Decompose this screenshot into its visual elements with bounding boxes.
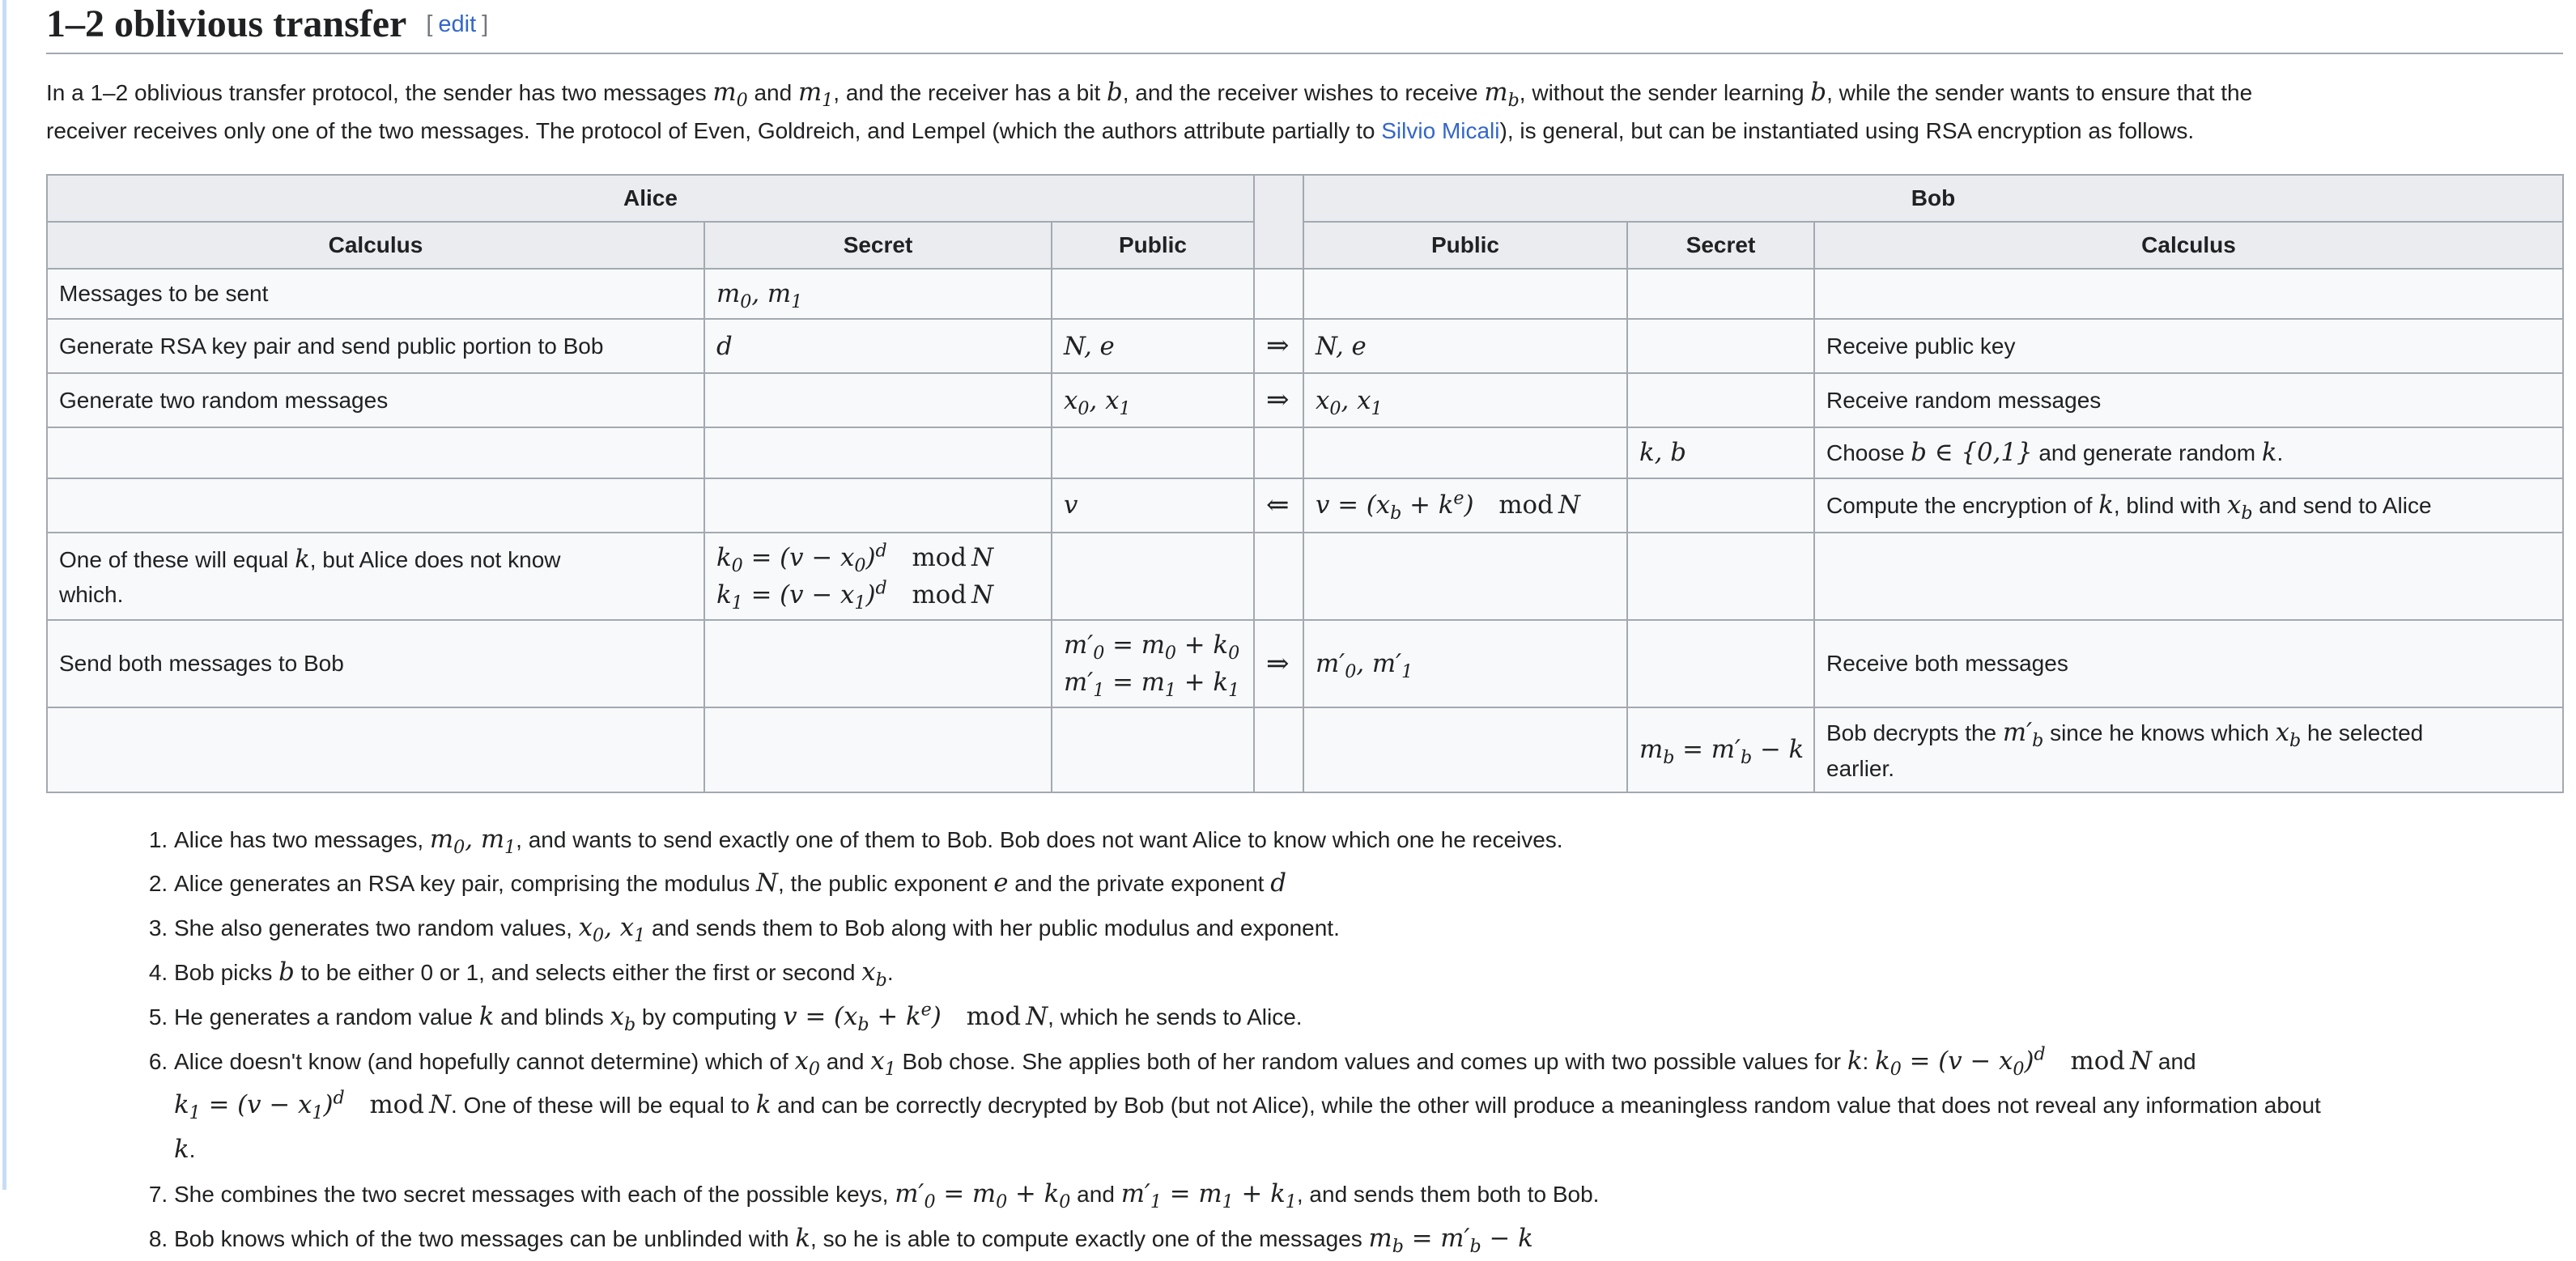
article-content <box>46 0 2563 1261</box>
table-cell: Receive public key <box>1814 319 2563 373</box>
table-cell <box>1814 269 2563 319</box>
table-cell: Compute the encryption of k, blind with $x_b$ and send to Alice <box>1814 478 2563 533</box>
table-cell <box>1627 533 1814 620</box>
protocol-steps <box>46 817 2563 1261</box>
edit-bracket-open: [ <box>426 11 433 37</box>
column-header-public: Public <box>1303 222 1627 269</box>
table-cell: Messages to be sent <box>47 269 704 319</box>
table-row <box>47 478 2563 533</box>
table-cell <box>704 373 1052 427</box>
table-cell: k, b <box>1627 427 1814 478</box>
section-title: 1–2 oblivious transfer <box>46 2 407 45</box>
intro-paragraph: In a 1–2 oblivious transfer protocol, the sender has two messages $m_0$ and $m_1$, and the receiver has a bit b, and the receiver wishes to receive $m_b$, without the sender learning b, while the sender wants to ensure that the receiver receives only one of the two messages. The protocol of Even, Goldreich, and Lempel (which the authors attribute partially to Silvio Micali), is general, but can be instantiated using RSA encryption as follows. <box>46 77 2253 144</box>
list-item: 7. She combines the two secret messages with each of the possible keys, $m'_0 = m_0 + k_0$ and $m'_1 = m_1 + k_1$, and sends them both to Bob. <box>174 1172 2563 1216</box>
list-item: 3. She also generates two random values, $x_0$, $x_1$ and sends them to Bob along with her public modulus and exponent. <box>174 906 2563 950</box>
table-cell: $x_0$, $x_1$ <box>1303 373 1627 427</box>
table-cell <box>1303 707 1627 792</box>
table-cell: Generate RSA key pair and send public portion to Bob <box>47 319 704 373</box>
table-cell <box>704 707 1052 792</box>
table-cell <box>1303 269 1627 319</box>
table-cell: Choose b ∈ {0,1} and generate random k. <box>1814 427 2563 478</box>
table-cell: $m_b = m'_b - k$ <box>1627 707 1814 792</box>
table-cell <box>1627 373 1814 427</box>
column-header-secret: Secret <box>1627 222 1814 269</box>
edit-section <box>426 11 488 37</box>
table-cell <box>47 478 704 533</box>
table-cell <box>1627 269 1814 319</box>
table-row <box>47 373 2563 427</box>
table-cell: v <box>1052 478 1254 533</box>
list-item: 6. Alice doesn't know (and hopefully cannot determine) which of $x_0$ and $x_1$ Bob chose. She applies both of her random values and comes up with two possible values for k: $k_0 = (v - x_0)^d$ mod N and $k_1 = (v - x_1)^d$ mod N. One of these will be equal to k and can be correctly decrypted by Bob (but not Alice), while the other will produce a meaningless random value that does not reveal any information about k. <box>174 1039 2563 1172</box>
table-cell <box>1254 269 1303 319</box>
table-row <box>47 319 2563 373</box>
list-item: 2. Alice generates an RSA key pair, comprising the modulus N, the public exponent e and the private exponent d <box>174 861 2563 906</box>
transfer-arrow: ⇒ <box>1254 373 1303 427</box>
edit-bracket-close: ] <box>482 11 489 37</box>
table-cell <box>1814 533 2563 620</box>
table-cell: Receive both messages <box>1814 620 2563 707</box>
table-cell <box>1052 427 1254 478</box>
table-cell: N, e <box>1303 319 1627 373</box>
table-body <box>47 269 2563 792</box>
wiki-link[interactable]: Silvio Micali <box>1381 118 1500 144</box>
table-cell: Receive random messages <box>1814 373 2563 427</box>
table-cell: $m_0$, $m_1$ <box>704 269 1052 319</box>
list-item: 5. He generates a random value k and blinds $x_b$ by computing $v = (x_b + k^e)$ mod N, which he sends to Alice. <box>174 995 2563 1039</box>
table-row <box>47 269 2563 319</box>
table-cell <box>1052 707 1254 792</box>
table-cell <box>704 427 1052 478</box>
table-cell <box>1254 533 1303 620</box>
table-cell: $k_0 = (v - x_0)^d$ mod N $k_1 = (v - x_1)^d$ mod N <box>704 533 1052 620</box>
table-cell <box>1052 269 1254 319</box>
table-row <box>47 427 2563 478</box>
list-item: 8. Bob knows which of the two messages can be unblinded with k, so he is able to compute exactly one of the messages $m_b = m'_b - k$ <box>174 1216 2563 1261</box>
table-cell <box>704 478 1052 533</box>
table-cell <box>1627 319 1814 373</box>
transfer-arrow: ⇒ <box>1254 620 1303 707</box>
section-heading <box>46 0 2563 54</box>
table-cell <box>704 620 1052 707</box>
table-cell <box>47 427 704 478</box>
transfer-column-header <box>1254 175 1303 269</box>
table-cell: d <box>704 319 1052 373</box>
table-cell: $v = (x_b + k^e)$ mod N <box>1303 478 1627 533</box>
edit-link[interactable]: edit <box>438 11 477 37</box>
table-cell: $m'_0$, $m'_1$ <box>1303 620 1627 707</box>
table-row <box>47 620 2563 707</box>
transfer-arrow: ⇒ <box>1254 319 1303 373</box>
table-cell <box>1627 620 1814 707</box>
column-header-calculus: Calculus <box>1814 222 2563 269</box>
table-cell <box>47 707 704 792</box>
table-cell: $m'_0 = m_0 + k_0$ $m'_1 = m_1 + k_1$ <box>1052 620 1254 707</box>
table-cell: N, e <box>1052 319 1254 373</box>
table-cell <box>1254 427 1303 478</box>
group-header-bob: Bob <box>1303 175 2563 222</box>
table-cell <box>1303 533 1627 620</box>
column-header-calculus: Calculus <box>47 222 704 269</box>
transfer-arrow: ⇐ <box>1254 478 1303 533</box>
column-header-public: Public <box>1052 222 1254 269</box>
list-item: 4. Bob picks b to be either 0 or 1, and selects either the first or second $x_b$. <box>174 950 2563 995</box>
table-cell: Generate two random messages <box>47 373 704 427</box>
table-cell: One of these will equal k, but Alice does not know which. <box>47 533 704 620</box>
table-cell: Bob decrypts the $m'_b$ since he knows which $x_b$ he selected earlier. <box>1814 707 2563 792</box>
table-cell: $x_0$, $x_1$ <box>1052 373 1254 427</box>
table-cell <box>1303 427 1627 478</box>
group-header-alice: Alice <box>47 175 1254 222</box>
table-cell: Send both messages to Bob <box>47 620 704 707</box>
column-header-secret: Secret <box>704 222 1052 269</box>
protocol-table <box>46 174 2564 792</box>
table-cell <box>1627 478 1814 533</box>
list-item: 1. Alice has two messages, $m_0$, $m_1$, and wants to send exactly one of them to Bob. Bob does not want Alice to know which one he receives. <box>174 817 2563 862</box>
table-head <box>47 175 2563 269</box>
table-cell <box>1052 533 1254 620</box>
table-row <box>47 533 2563 620</box>
content-left-border <box>2 0 6 1190</box>
table-cell <box>1254 707 1303 792</box>
table-row <box>47 707 2563 792</box>
